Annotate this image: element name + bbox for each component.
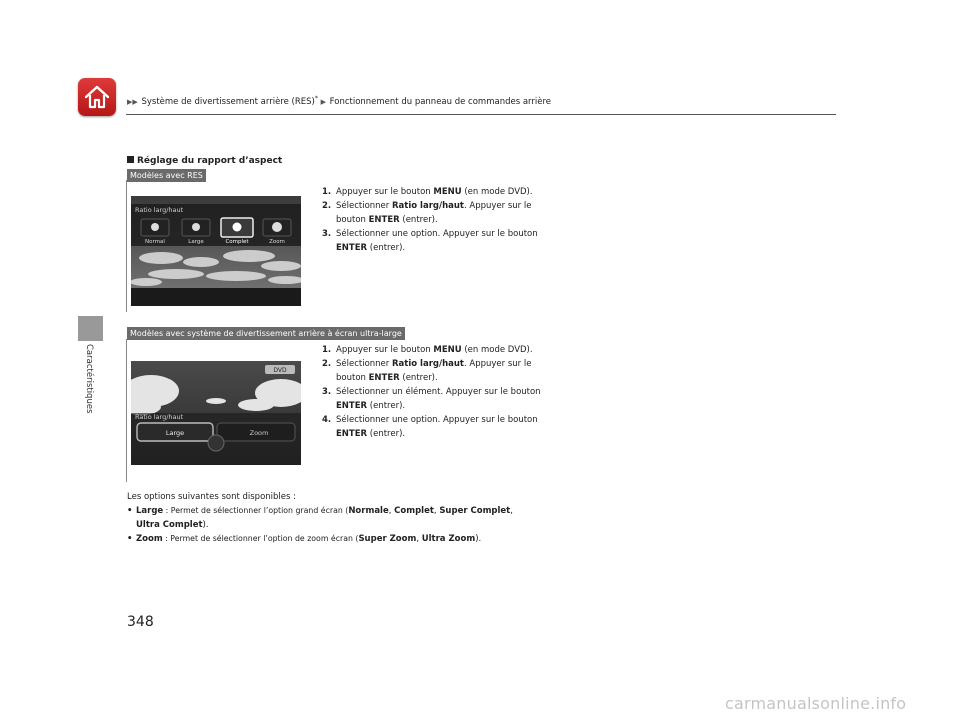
option-complet[interactable] (221, 218, 253, 245)
model-tag-res: Modèles avec RES (127, 169, 206, 182)
breadcrumb-arrow-icon: ▶ (320, 97, 326, 106)
svg-text:Zoom: Zoom (269, 239, 285, 245)
bullet-icon: • (127, 534, 133, 544)
chapter-label: Caractéristiques (84, 344, 94, 414)
breadcrumb-arrow-icon: ▶▶ (127, 97, 138, 106)
breadcrumb (127, 95, 551, 107)
footnote-mark: * (314, 95, 318, 102)
res-screen-title: Ratio larg/haut (135, 206, 184, 214)
option-normal[interactable] (141, 219, 169, 245)
page-number: 348 (127, 614, 154, 630)
step-item: 2. Sélectionner Ratio larg/haut. Appuyer sur le bouton ENTER (entrer). (322, 201, 532, 225)
chapter-tab[interactable] (78, 316, 103, 341)
step-item: 3. Sélectionner une option. Appuyer sur le bouton ENTER (entrer). (322, 229, 538, 253)
svg-text:Normal: Normal (145, 239, 165, 245)
step-item: 1. Appuyer sur le bouton MENU (en mode DVD). (322, 345, 533, 355)
aspect-icon (233, 223, 242, 232)
option-zoom-desc: • Zoom : Permet de sélectionner l’option de zoom écran (Super Zoom, Ultra Zoom). (127, 534, 482, 544)
breadcrumb-link-res[interactable]: Système de divertissement arrière (RES) (141, 96, 315, 107)
svg-text:Large: Large (188, 239, 204, 245)
res-steps (322, 185, 562, 255)
option-large[interactable] (137, 423, 213, 441)
selector-knob-icon (208, 435, 224, 451)
options-intro: Les options suivantes sont disponibles : (127, 492, 297, 502)
ultrawide-screen-title: Ratio larg/haut (135, 413, 184, 421)
res-aspect-screen (131, 196, 301, 306)
home-icon (83, 83, 111, 111)
breadcrumb-current: Fonctionnement du panneau de commandes arrière (329, 96, 552, 107)
option-large-desc: • Large : Permet de sélectionner l’option grand écran (Normale, Complet, Super Complet, Ultra Complet). (127, 506, 513, 530)
svg-text:Complet: Complet (225, 239, 249, 245)
header-divider (126, 114, 836, 115)
dvd-badge: DVD (273, 367, 287, 374)
margin-rule (126, 180, 127, 312)
ultrawide-aspect-screen (131, 361, 301, 465)
aspect-icon (192, 223, 200, 231)
step-item: 2. Sélectionner Ratio larg/haut. Appuyer sur le bouton ENTER (entrer). (322, 359, 532, 383)
square-bullet-icon (127, 156, 134, 163)
svg-text:Zoom: Zoom (249, 429, 269, 437)
margin-rule (126, 339, 127, 482)
watermark: carmanualsonline.info (725, 694, 907, 713)
step-item: 1. Appuyer sur le bouton MENU (en mode DVD). (322, 187, 533, 197)
model-tag-ultrawide: Modèles avec système de divertissement arrière à écran ultra-large (127, 327, 405, 340)
section-title: Réglage du rapport d’aspect (127, 156, 282, 166)
ultrawide-steps (322, 343, 562, 441)
aspect-icon (272, 222, 282, 232)
step-item: 4. Sélectionner une option. Appuyer sur le bouton ENTER (entrer). (322, 415, 538, 439)
options-list (127, 490, 587, 546)
aspect-icon (151, 223, 159, 231)
home-button[interactable] (78, 78, 116, 116)
bullet-icon: • (127, 506, 133, 516)
step-item: 3. Sélectionner un élément. Appuyer sur le bouton ENTER (entrer). (322, 387, 541, 411)
svg-text:Large: Large (165, 429, 185, 437)
option-zoom[interactable] (217, 423, 295, 441)
